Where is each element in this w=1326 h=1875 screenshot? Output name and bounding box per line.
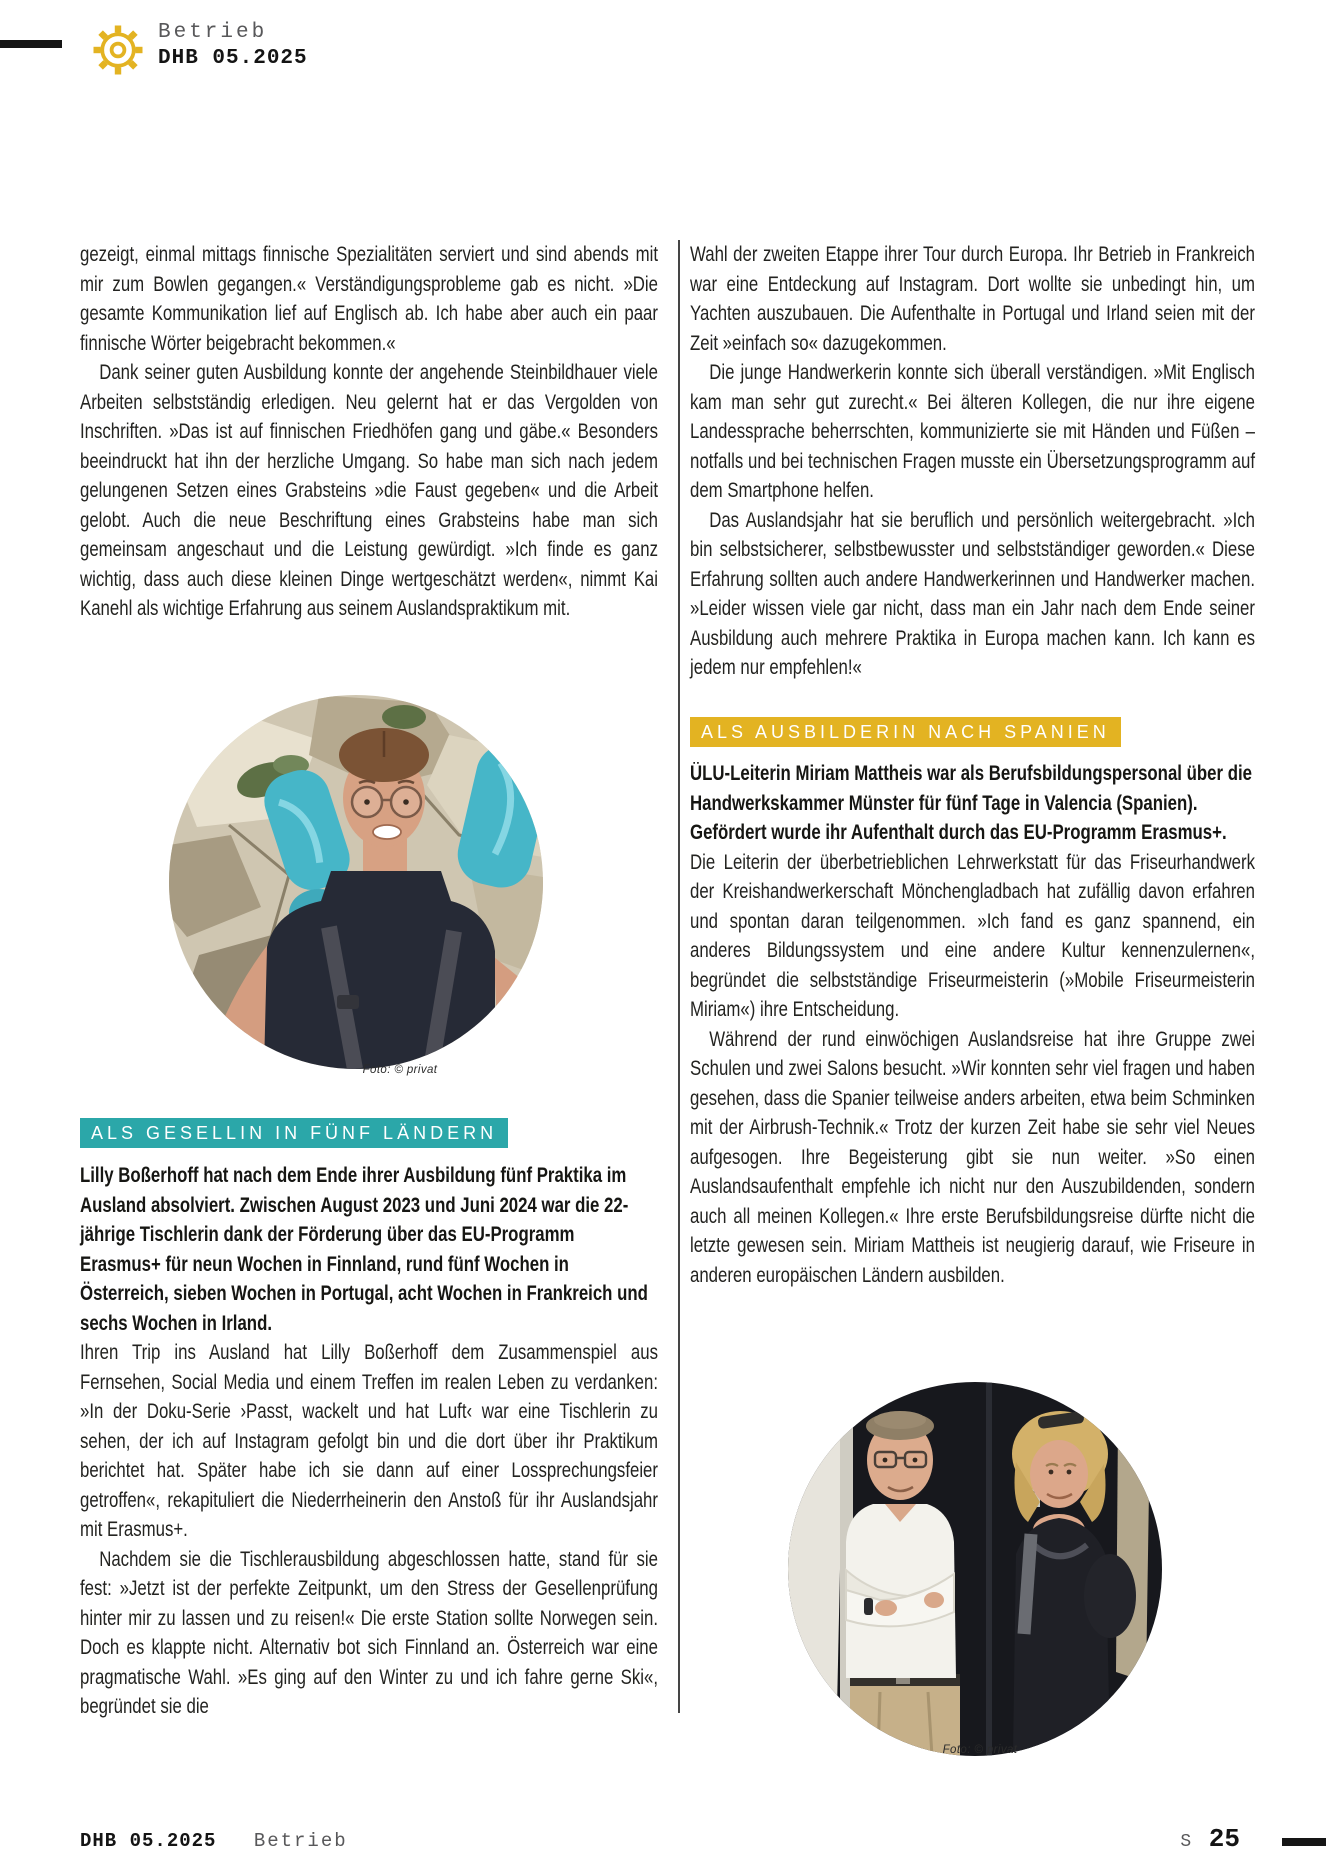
paragraph: Nachdem sie die Tischlerausbildung abgeschlossen hatte, stand für sie fest: »Jetzt ist der perfekte Zeitpunkt, um den Stress der Gesellenprüfung hinter mir zu lassen und zu reisen!« Die erste Station sollte Norwegen sein. Doch es klappte nicht. Alternativ bot sich Finnland an. Österreich war eine pragmatische Wahl. »Es ging auf den Winter zu und ich fahre gerne Ski«, begründet sie die [80, 1547, 658, 1718]
footer-page-prefix: S [1180, 1832, 1192, 1852]
footer-section: Betrieb [253, 1830, 348, 1852]
right-column [690, 240, 1255, 683]
paragraph: gezeigt, einmal mittags finnische Spezialitäten serviert und sind abends mit mir zum Bowlen gegangen.« Verständigungsprobleme gab es nicht. »Die gesamte Kommunikation lief auf Englisch ab. Ich habe aber auch ein paar finnische Wörter beigebracht bekommen.« [80, 243, 658, 355]
section-gesellin [80, 1118, 658, 1722]
footer-page [1180, 1824, 1240, 1854]
page-header [90, 20, 308, 78]
paragraph: Ihren Trip ins Ausland hat Lilly Boßerhoff dem Zusammenspiel aus Fernsehen, Social Media und einem Treffen im realen Leben zu verdanken: »In der Doku-Serie ›Passt, wackelt und hat Luft‹ war eine Tischlerin zu sehen, der ich auf Instagram gefolgt bin und die dort über ihr Praktikum berichtet hat. Später habe ich sie dann auf einer Lossprechungsfeier getroffen«, rekapituliert die Niederrheinerin den Anstoß für ihr Auslandsjahr mit Erasmus+. [80, 1341, 658, 1541]
photo-two-people-portrait [788, 1382, 1162, 1756]
section-heading-teal: ALS GESELLIN IN FÜNF LÄNDERN [80, 1118, 508, 1148]
footer-page-number: 25 [1208, 1824, 1240, 1854]
paragraph: Dank seiner guten Ausbildung konnte der angehende Steinbildhauer viele Arbeiten selbstständig erledigen. Neu gelernt hat er das Vergolden von Inschriften. »Das ist auf finnischen Friedhöfen gang und gäbe.« Besonders beeindruckt hat ihn der herzliche Umgang. So habe man sich nach jedem gelungenen Setzen eines Grabsteins »die Faust gegeben« und die Arbeit gelobt. Auch die neue Beschriftung eines Grabsteins habe man sich gemeinsam angeschaut und die Leistung gewürdigt. »Ich finde es ganz wichtig, dass auch diese kleinen Dinge wertgeschätzt werden«, nimmt Kai Kanehl als wichtige Erfahrung aus seinem Auslandspraktikum mit. [80, 361, 658, 620]
footer-left [80, 1830, 348, 1852]
photo-hiker-portrait [169, 695, 543, 1069]
header-issue: DHB 05.2025 [158, 47, 308, 70]
bottom-edge-rule [1282, 1838, 1326, 1846]
photo-caption: Foto: © privat [362, 1064, 438, 1076]
left-column [80, 240, 658, 624]
footer-issue: DHB 05.2025 [80, 1830, 217, 1852]
photo-caption: Foto: © privat [942, 1744, 1018, 1756]
paragraph: Während der rund einwöchigen Auslandsreise hat ihre Gruppe zwei Schulen und zwei Salons besucht. »Wir konnten sehr viel fragen und haben gesehen, dass die Spanier teilweise anders arbeiten, etwa beim Schminken mit der Airbrush-Technik.« Trotz der kurzen Zeit habe sie sehr viel Neues aufgesogen. Ihre Begeisterung gibt sie nun weiter. »So einen Auslandsaufenthalt empfehle ich nicht nur den Auszubildenden, sondern auch all meinen Kollegen.« Ihre erste Berufsbildungsreise dürfte nicht die letzte gewesen sein. Miriam Mattheis ist neugierig darauf, wie Friseure in anderen europäischen Ländern ausbilden. [690, 1027, 1255, 1287]
paragraph: Das Auslandsjahr hat sie beruflich und persönlich weitergebracht. »Ich bin selbstsicherer, selbstbewusster und selbstständiger geworden.« Diese Erfahrung sollten auch andere Handwerkerinnen und Handwerker machen. »Leider wissen viele gar nicht, dass man ein Jahr nach dem Ende seiner Ausbildung auch mehrere Praktika in Europa machen kann. Ich kann es jedem nur empfehlen!« [690, 508, 1255, 679]
top-edge-rule [0, 40, 62, 48]
column-divider [678, 240, 680, 1713]
paragraph: Wahl der zweiten Etappe ihrer Tour durch Europa. Ihr Betrieb in Frankreich war eine Entdeckung auf Instagram. Dort wollte sie unbedingt hin, um Yachten auszubauen. Die Aufenthalte in Portugal und Irland seien mit der Zeit »einfach so« dazugekommen. [690, 243, 1255, 355]
section-ausbilderin [690, 717, 1255, 1290]
section-heading-gold: ALS AUSBILDERIN NACH SPANIEN [690, 717, 1121, 747]
gear-icon [90, 22, 146, 78]
paragraph: Die junge Handwerkerin konnte sich überall verständigen. »Mit Englisch kam man sehr gut zurecht.« Bei älteren Kollegen, die nur ihre eigene Landessprache beherrschten, kommunizierte sie mit Händen und Füßen – notfalls und bei technischen Fragen musste ein Übersetzungsprogramm auf dem Smartphone helfen. [690, 361, 1255, 502]
section-lead: ÜLU-Leiterin Miriam Mattheis war als Berufsbildungspersonal über die Handwerkskammer Münster für fünf Tage in Valencia (Spanien). Gefördert wurde ihr Aufenthalt durch das EU-Programm Erasmus+. [690, 762, 1252, 844]
paragraph: Die Leiterin der überbetrieblichen Lehrwerkstatt für das Friseurhandwerk der Kreishandwerkerschaft Mönchengladbach hat zufällig davon erfahren und spontan daran teilgenommen. »Ich fand es ganz spannend, ein anderes Bildungssystem und eine andere Kultur kennenzulernen«, begründet die selbstständige Friseurmeisterin (»Mobile Friseurmeisterin Miriam«) ihre Entscheidung. [690, 850, 1255, 1021]
section-lead: Lilly Boßerhoff hat nach dem Ende ihrer Ausbildung fünf Praktika im Ausland absolviert. Zwischen August 2023 und Juni 2024 war die 22-jährige Tischlerin dank der Förderung über das EU-Programm Erasmus+ für neun Wochen in Finnland, rund fünf Wochen in Österreich, sieben Wochen in Portugal, acht Wochen in Frankreich und sechs Wochen in Irland. [80, 1164, 648, 1335]
header-kicker: Betrieb [158, 21, 268, 44]
